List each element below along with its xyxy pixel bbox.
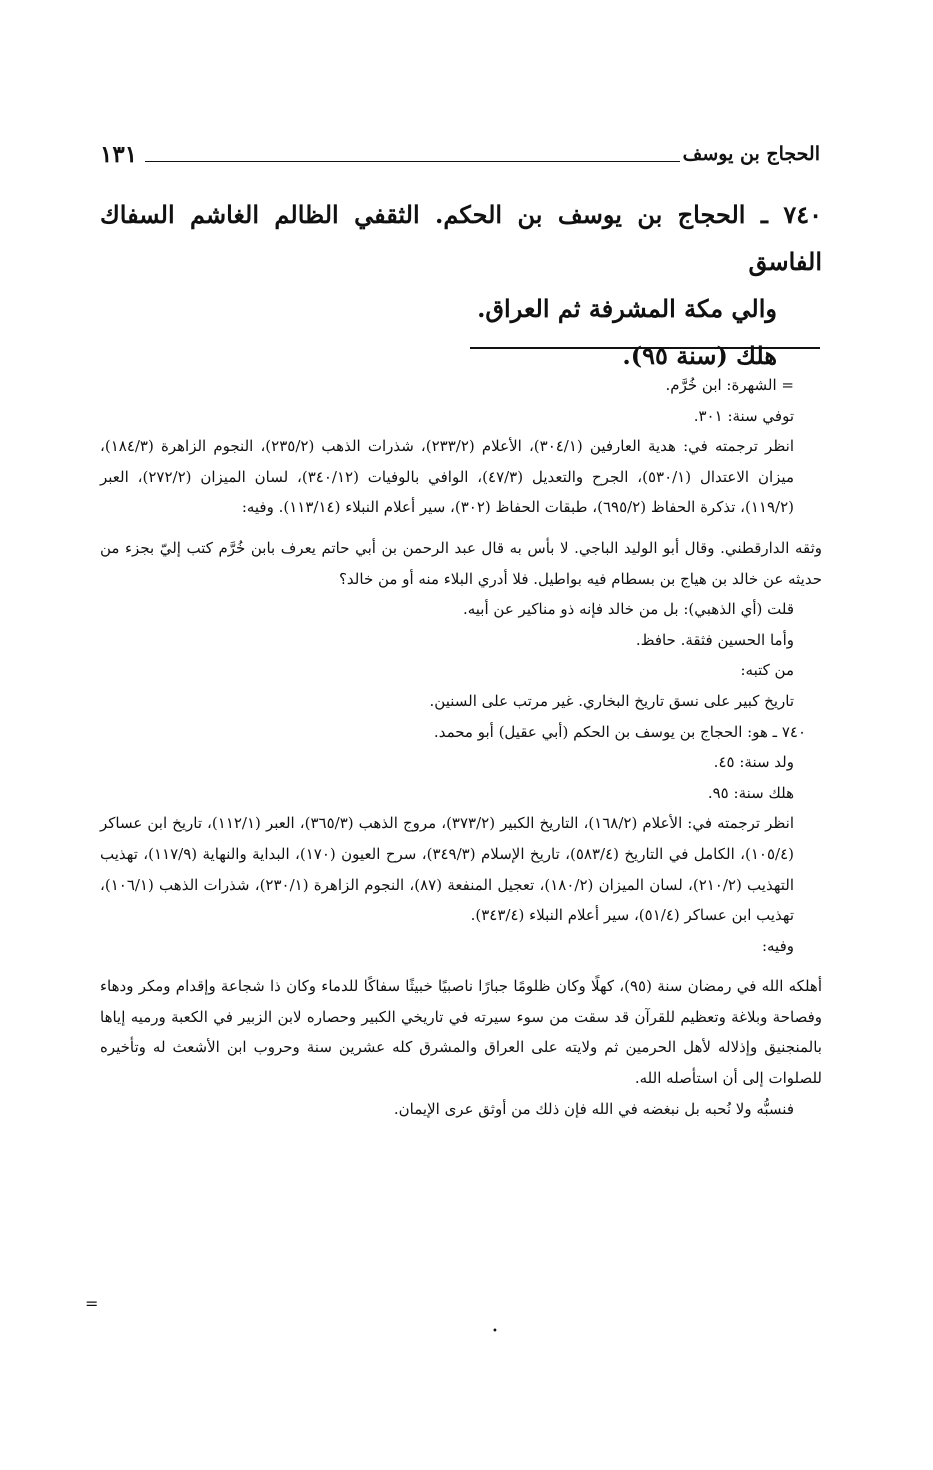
note-references: انظر ترجمته في: هدية العارفين (٣٠٤/١)، الأعلام (٢٣٣/٢)، شذرات الذهب (٢٣٥/٢)، النجوم الزاهرة (١٨٤/٣)، ميزان الاعتدال (٥٣٠/١)، الجرح والتعديل (٤٧/٣)، الوافي بالوفيات (٣٤٠/١٢)، لسان الميزان (٢٧٢/٢)، العبر (١١٩/٢)، تذكرة الحفاظ (٦٩٥/٢)، طبقات الحفاظ (٣٠٢)، سير أعلام النبلاء (١١٣/١٤). وفيه:	[100, 437, 794, 517]
note-shuhra: = الشهرة: ابن خُرَّم.	[665, 376, 794, 394]
entry-heading: ٧٤٠ ـ الحجاج بن يوسف بن الحكم. الثقفي الظالم الغاشم السفاك الفاسق	[100, 200, 822, 276]
note-kutub: تاريخ كبير على نسق تاريخ البخاري. غير مرتب على السنين.	[429, 691, 794, 710]
page-number: ١٣١	[100, 141, 138, 168]
note-body: وثقه الدارقطني. وقال أبو الوليد الباجي. لا بأس به قال عبد الرحمن بن أبي حاتم يعرف بابن خُرَّم كتب إليّ بجزء من حديثه عن خالد بن هياج بن بسطام فيه بواطيل. فلا أدري البلاء منه أو من خالد؟	[100, 538, 822, 588]
note-husain: وأما الحسين فثقة. حافظ.	[635, 630, 794, 649]
note-wafihi: وفيه:	[761, 936, 794, 955]
main-entry	[100, 191, 822, 379]
note-death: توفي سنة: ٣٠١.	[693, 406, 794, 425]
running-header	[100, 143, 820, 177]
header-rule	[145, 161, 680, 162]
note-died: هلك سنة: ٩٥.	[707, 783, 794, 802]
note-entry-740: ٧٤٠ ـ هو: الحجاج بن يوسف بن الحكم (أبي عقيل) أبو محمد.	[433, 722, 806, 741]
note-dhahabi: قلت (أي الذهبي): بل من خالد فإنه ذو مناكير عن أبيه.	[462, 600, 794, 619]
note-references-2: انظر ترجمته في: الأعلام (١٦٨/٢)، التاريخ الكبير (٣٧٣/٢)، مروج الذهب (٣٦٥/٣)، العبر (١١٢/١)، تاريخ ابن عساكر (١٠٥/٤)، الكامل في التاريخ (٥٨٣/٤)، تاريخ الإسلام (٣٤٩/٣)، سرح العيون (١٧٠)، البداية والنهاية (١١٧/٩)، تهذيب التهذيب (٢١٠/٢)، لسان الميزان (١٨٠/٢)، تعجيل المنفعة (٨٧)، النجوم الزاهرة (٢٣٠/١)، شذرات الذهب (١٠٦/١)، تهذيب ابن عساكر (٥١/٤)، سير أعلام النبلاء (٣٤٣/٤).	[100, 814, 795, 925]
stray-dot: •	[492, 1326, 498, 1337]
note-kutub-label: من كتبه:	[740, 661, 794, 680]
footnote-rule	[470, 347, 820, 349]
continuation-mark: =	[85, 1294, 99, 1313]
note-body-2: أهلكه الله في رمضان سنة (٩٥)، كهلًا وكان ظلومًا جبارًا ناصبيًا خبيثًا سفاكًا للدماء وكان ذا شجاعة وإقدام ومكر ودهاء وفصاحة وبلاغة وتعظيم للقرآن قد سقت من سوء سيرته في تاريخي الكبير وحصاره لابن الزبير في الكعبة ورميه إياها بالمنجنيق وإذلاله لأهل الحرمين ثم ولايته على العراق والمشرق كله عشرين سنة وحروب ابن الأشعث له وتأخيره للصلوات إلى أن استأصله الله.	[100, 977, 822, 1088]
note-born: ولد سنة: ٤٥.	[713, 753, 794, 772]
entry-death: هلك (سنة ٩٥).	[622, 341, 777, 370]
footnotes	[100, 370, 822, 1124]
entry-subheading: والي مكة المشرفة ثم العراق.	[477, 294, 777, 323]
running-title: الحجاج بن يوسف	[682, 143, 820, 165]
note-last-line: فنسبُّه ولا نُحبه بل نبغضه في الله فإن ذلك من أوثق عرى الإيمان.	[393, 1099, 794, 1118]
